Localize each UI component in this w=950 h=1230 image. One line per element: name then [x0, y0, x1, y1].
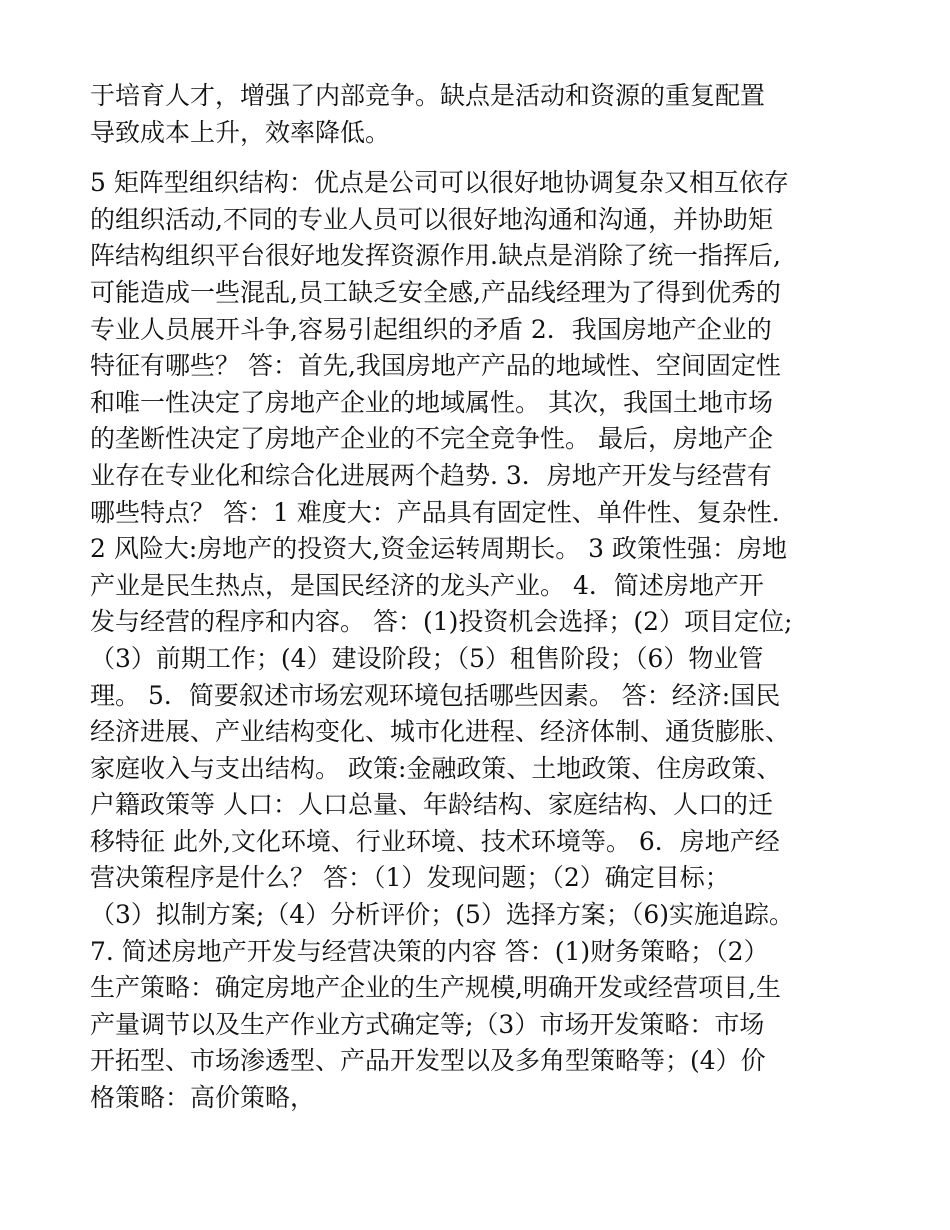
text-line: 的组织活动,不同的专业人员可以很好地沟通和沟通，并协助矩 [90, 204, 773, 234]
text-line: 专业人员展开斗争,容易引起组织的矛盾 2．我国房地产企业的 [90, 314, 772, 344]
text-line: 特征有哪些？ 答：首先,我国房地产产品的地域性、空间固定性 [90, 351, 781, 381]
text-line: （3）拟制方案;（4）分析评价；(5）选择方案；（6)实施追踪。 [90, 900, 795, 930]
text-line: 户籍政策等 人口：人口总量、年龄结构、家庭结构、人口的迁 [90, 790, 773, 820]
text-line: 开拓型、市场渗透型、产品开发型以及多角型策略等；(4）价 [90, 1046, 766, 1076]
text-line: 阵结构组织平台很好地发挥资源作用.缺点是消除了统一指挥后, [90, 241, 781, 271]
text-line: 理。 5．简要叙述市场宏观环境包括哪些因素。 答：经济:国民 [90, 680, 781, 710]
text-line: 营决策程序是什么？ 答：（1）发现问题；（2）确定目标； [90, 863, 730, 893]
text-line: 家庭收入与支出结构。 政策:金融政策、土地政策、住房政策、 [90, 753, 782, 783]
text-line: 格策略：高价策略， [90, 1083, 316, 1113]
document-page [90, 78, 870, 1117]
text-line: 可能造成一些混乱,员工缺乏安全感,产品线经理为了得到优秀的 [90, 277, 781, 307]
text-line: 产量调节以及生产作业方式确定等;（3）市场开发策略：市场 [90, 1009, 765, 1039]
text-line: 移特征 此外,文化环境、行业环境、技术环境等。 6．房地产经 [90, 826, 780, 856]
text-line: 业存在专业化和综合化进展两个趋势. 3．房地产开发与经营有 [90, 460, 772, 490]
paragraph-2 [90, 165, 870, 1116]
text-line: 经济进展、产业结构变化、城市化进程、经济体制、通货膨胀、 [90, 717, 791, 747]
text-line: 发与经营的程序和内容。 答：(1)投资机会选择；(2）项目定位; [90, 607, 793, 637]
text-line: 2 风险大:房地产的投资大,资金运转周期长。 3 政策性强：房地 [90, 534, 788, 564]
text-line: 5 矩阵型组织结构：优点是公司可以很好地协调复杂又相互依存 [90, 168, 789, 198]
text-line: 和唯一性决定了房地产企业的地域属性。 其次，我国土地市场 [90, 387, 773, 417]
text-line: 于培育人才，增强了内部竞争。缺点是活动和资源的重复配置 [90, 81, 766, 110]
text-line: （3）前期工作；(4）建设阶段；（5）租售阶段；（6）物业管 [90, 643, 764, 673]
text-line: 产业是民生热点，是国民经济的龙头产业。 4．简述房地产开 [90, 570, 764, 600]
text-line: 生产策略：确定房地产企业的生产规模,明确开发或经营项目,生 [90, 973, 781, 1003]
text-line: 哪些特点？ 答：1 难度大：产品具有固定性、单件性、复杂性. [90, 497, 780, 527]
paragraph-1 [90, 78, 870, 151]
text-line: 导致成本上升，效率降低。 [90, 117, 391, 147]
text-line: 7. 简述房地产开发与经营决策的内容 答：(1)财务策略；（2） [90, 936, 769, 966]
text-line: 的垄断性决定了房地产企业的不完全竞争性。 最后，房地产企 [90, 424, 773, 454]
paragraph-gap [90, 151, 870, 165]
